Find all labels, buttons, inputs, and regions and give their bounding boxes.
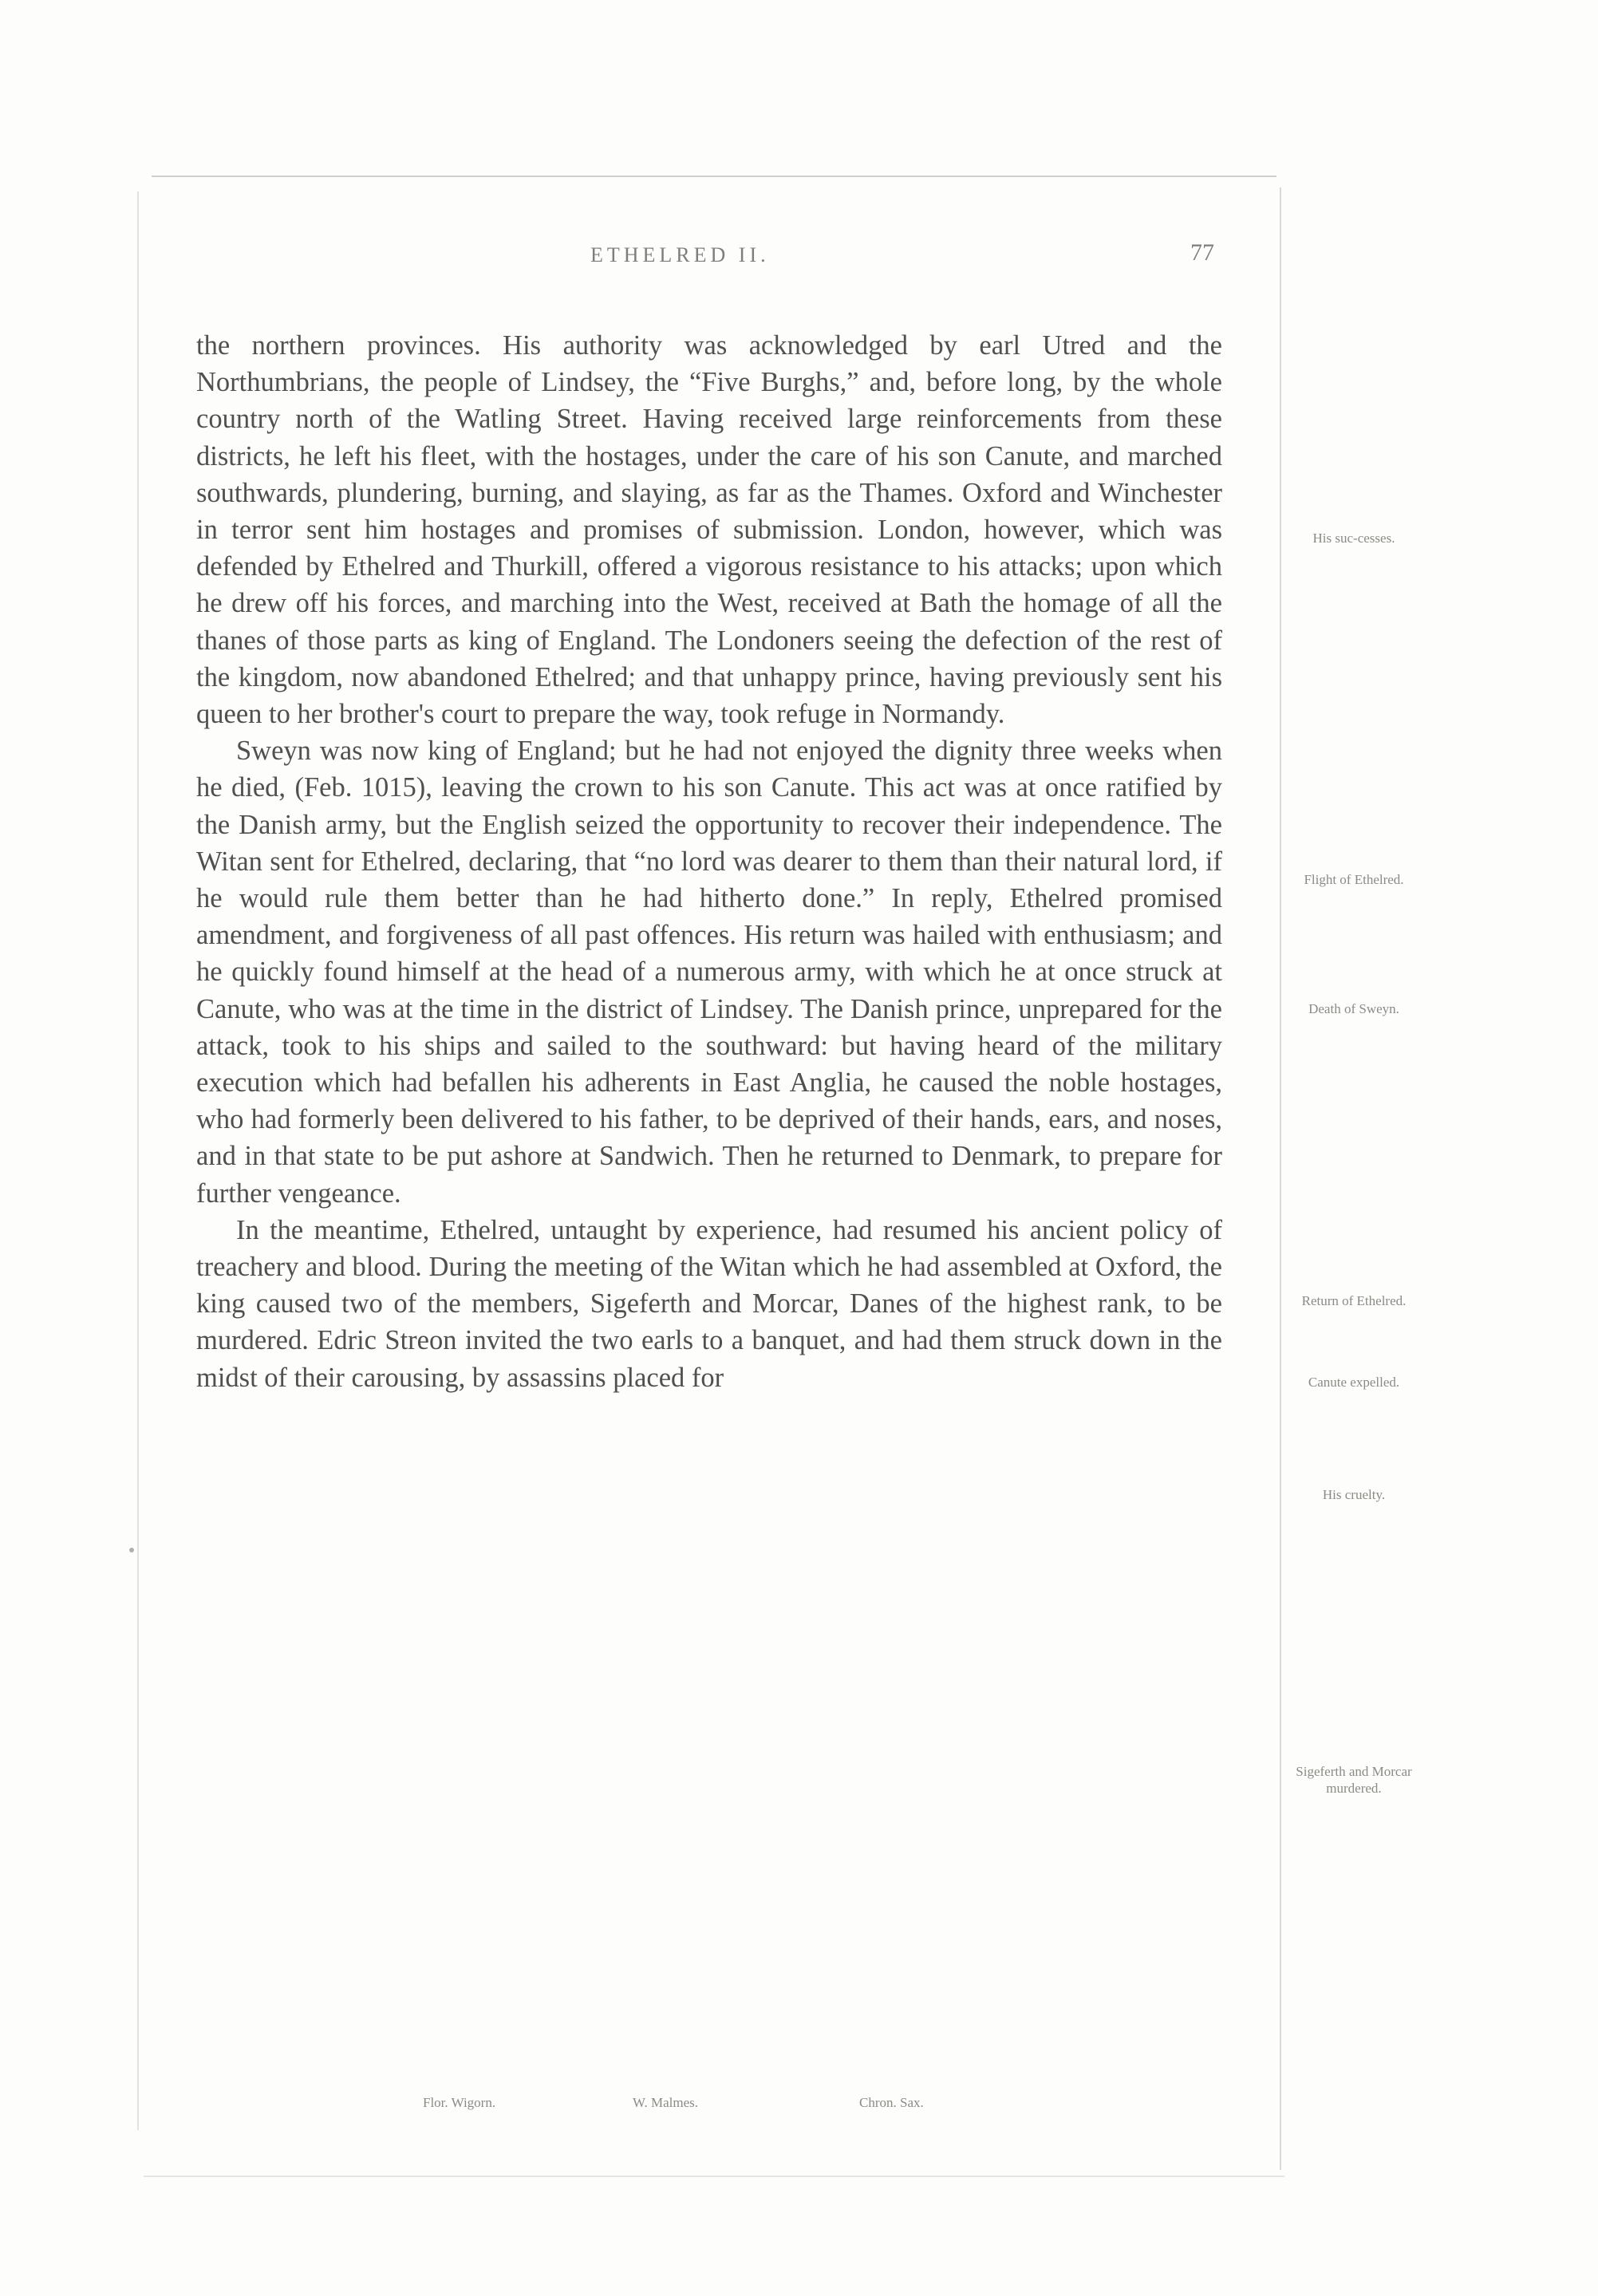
page-frame-left-rule	[137, 191, 139, 2130]
page-frame-right-rule	[1280, 187, 1281, 2170]
footnote-source: Chron. Sax.	[859, 2095, 924, 2110]
marginal-note: Sigeferth and Morcar murdered.	[1296, 1764, 1412, 1796]
marginal-note: Canute expelled.	[1308, 1375, 1400, 1390]
marginal-note: His suc-cesses.	[1312, 531, 1395, 546]
margin-dot-mark	[129, 1548, 134, 1552]
running-head: ETHELRED II.	[590, 243, 770, 266]
page-frame-bottom-rule	[144, 2176, 1284, 2177]
paragraph: In the meantime, Ethelred, untaught by experience, had resumed his ancient policy of treachery and blood. During the meeting of the Witan which he had assembled at Oxford, the king caused two of the members, Sigeferth and Morcar, Danes of the highest rank, to be murdered. Edric Streon invited the two earls to a banquet, and had them struck down in the midst of their carousing, by assassins placed for	[196, 1214, 1222, 1393]
marginal-note: Death of Sweyn.	[1308, 1001, 1399, 1016]
page-frame-top-rule	[152, 176, 1276, 177]
marginal-note: Return of Ethelred.	[1301, 1293, 1407, 1308]
paragraph: Sweyn was now king of England; but he had not enjoyed the dignity three weeks when he died, (Feb. 1015), leaving the crown to his son Canute. This act was at once ratified by the Danish army, but the English seized the opportunity to recover their independence. The Witan sent for Ethelred, declaring, that “no lord was dearer to them than their natural lord, if he would rule them better than he had hitherto done.” In reply, Ethelred promised amendment, and forgiveness of all past offences. His return was hailed with enthusiasm; and he quickly found himself at the head of a numerous army, with which he at once struck at Canute, who was at the time in the district of Lindsey. The Danish prince, unprepared for the attack, took to his ships and sailed to the southward: but having heard of the military execution which had befallen his adherents in East Anglia, he caused the noble hostages, who had formerly been delivered to his father, to be deprived of their hands, ears, and noses, and in that state to be put ashore at Sandwich. Then he returned to Denmark, to prepare for further vengeance.	[196, 736, 1222, 1209]
marginal-note: His cruelty.	[1322, 1487, 1386, 1502]
page-number: 77	[1190, 239, 1214, 266]
footnote-source: Flor. Wigorn.	[423, 2095, 496, 2110]
paragraph: the northern provinces. His authority was acknowledged by earl Utred and the Northumbrians, the people of Lindsey, the “Five Burghs,” and, before long, by the whole country north of the Watling Street. Having received large reinforcements from these districts, he left his fleet, with the hostages, under the care of his son Canute, and marched southwards, plundering, burning, and slaying, as far as the Thames. Oxford and Winchester in terror sent him hostages and promises of submission. London, however, which was defended by Ethelred and Thurkill, offered a vigorous resistance to his attacks; upon which he drew off his forces, and marching into the West, received at Bath the homage of all the thanes of those parts as king of England. The Londoners seeing the defection of the rest of the kingdom, now abandoned Ethelred; and that unhappy prince, having previously sent his queen to her brother's court to prepare the way, took refuge in Normandy.	[196, 330, 1222, 730]
footnote-source: W. Malmes.	[633, 2095, 699, 2110]
marginal-note: Flight of Ethelred.	[1304, 872, 1404, 887]
body-text	[196, 327, 1222, 1396]
